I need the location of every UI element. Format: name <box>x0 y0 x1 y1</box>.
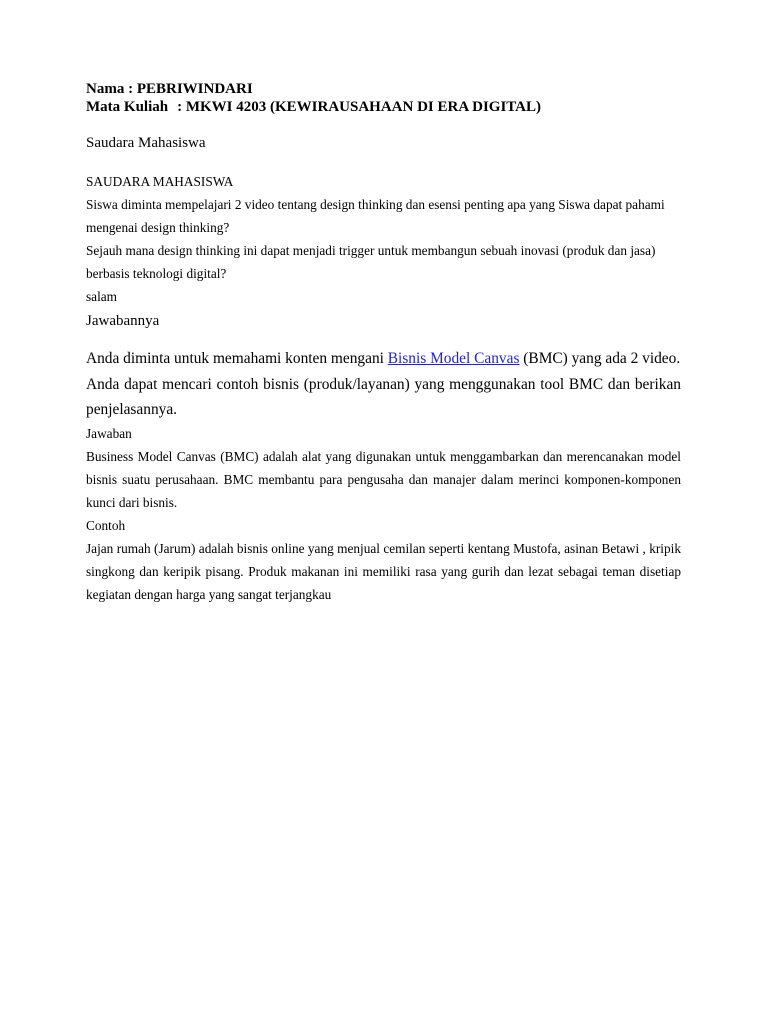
task2-question-1 <box>86 346 681 371</box>
task1-question-2: Sejauh mana design thinking ini dapat menjadi trigger untuk membangun sebuah inovasi (produk dan jasa) berbasis teknologi digital? <box>86 243 656 281</box>
task1-heading: SAUDARA MAHASISWA <box>86 174 234 189</box>
task2-q1-text: Anda diminta untuk memahami konten mengani <box>86 350 388 367</box>
task2-q1-text-end: (BMC) yang ada 2 video. <box>519 350 681 367</box>
task1-closing: salam <box>86 289 118 304</box>
task1-answer-label: Jawabannya <box>86 313 160 329</box>
name-label: Nama : <box>86 81 137 97</box>
example-label: Contoh <box>86 518 126 533</box>
task2-question-2: Anda dapat mencari contoh bisnis (produk/layanan) yang menggunakan tool BMC dan berikan penjelasannya. <box>86 376 681 418</box>
name-value: PEBRIWINDARI <box>136 81 253 97</box>
bmc-link[interactable]: Bisnis Model Canvas <box>387 350 520 367</box>
course-value: : MKWI 4203 (KEWIRAUSAHAAN DI ERA DIGITAL) <box>177 99 542 115</box>
task2-answer-label: Jawaban <box>86 426 132 441</box>
student-name-line <box>86 80 681 98</box>
task1-question-1: Siswa diminta mempelajari 2 video tentang design thinking dan esensi penting apa yang Siswa dapat pahami mengenai design thinking? <box>86 197 665 235</box>
greeting: Saudara Mahasiswa <box>86 135 206 151</box>
course-label: Mata Kuliah <box>86 99 169 115</box>
example-text: Jajan rumah (Jarum) adalah bisnis online yang menjual cemilan seperti kentang Mustofa, asinan Betawi , kripik singkong dan keripik pisang. Produk makanan ini memiliki rasa yang gurih dan lezat sebagai teman disetiap kegiatan dengan harga yang sangat terjangkau <box>86 541 681 602</box>
course-line <box>86 98 681 116</box>
task2-answer: Business Model Canvas (BMC) adalah alat yang digunakan untuk menggambarkan dan merencanakan model bisnis suatu perusahaan. BMC membantu para pengusaha dan manajer dalam merinci komponen-komponen kunci dari bisnis. <box>86 449 681 510</box>
document-page <box>86 80 681 606</box>
